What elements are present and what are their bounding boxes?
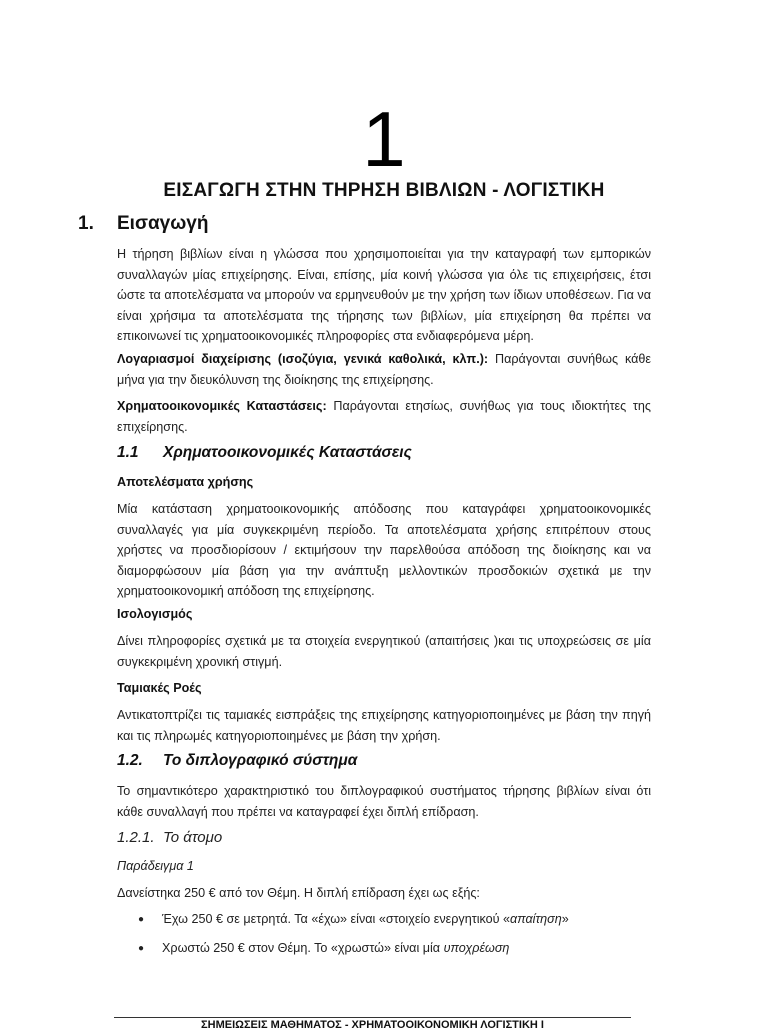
subsection-title: Το άτομο xyxy=(163,829,223,846)
bullet-italic: απαίτηση xyxy=(510,912,562,926)
subsection-heading-1-2 xyxy=(117,752,357,770)
section-heading xyxy=(78,213,208,235)
financial-statements-term: Χρηματοοικονομικές Καταστάσεις: xyxy=(117,399,327,413)
bullet-end: » xyxy=(561,912,569,926)
section-number: 1. xyxy=(78,213,94,234)
bullet-icon: ● xyxy=(138,914,145,925)
balance-sheet-heading: Ισολογισμός xyxy=(117,607,193,621)
subsection-title: Χρηματοοικονομικές Καταστάσεις xyxy=(163,444,412,461)
subsection-heading-1-2-1 xyxy=(117,829,222,846)
bullet-text: Έχω 250 € σε μετρητά. Τα «έχω» είναι «στοιχείο ενεργητικού « xyxy=(162,912,511,926)
chapter-number: 1 xyxy=(362,95,406,183)
double-entry-text: Το σημαντικότερο χαρακτηριστικό του διπλογραφικού συστήματος τήρησης βιβλίων είναι ότι κάθε συναλλαγή που πρέπει να καταγραφεί έχει διπλή επίδραση. xyxy=(117,784,651,819)
page-footer: ΣΗΜΕΙΩΣΕΙΣ ΜΑΘΗΜΑΤΟΣ - ΧΡΗΜΑΤΟΟΙΚΟΝΟΜΙΚΗ ΛΟΓΙΣΤΙΚΗ I xyxy=(201,1019,544,1031)
financial-statements-text: Παράγονται ετησίως, συνήθως για τους ιδιοκτήτες της επιχείρησης. xyxy=(117,399,651,434)
management-accounts-text: Παράγονται συνήθως κάθε μήνα για την διευκόλυνση της διοίκησης της επιχείρησης. xyxy=(117,352,651,387)
financial-statements-paragraph xyxy=(117,396,651,437)
bullet-text: Χρωστώ 250 € στον Θέμη. Το «χρωστώ» είναι μία xyxy=(162,941,444,955)
subsection-title: Το διπλογραφικό σύστημα xyxy=(163,752,358,769)
subsection-number: 1.1 xyxy=(117,444,139,461)
subsection-number: 1.2.1. xyxy=(117,829,155,846)
chapter-title: ΕΙΣΑΓΩΓΗ ΣΤΗΝ ΤΗΡΗΣΗ ΒΙΒΛΙΩΝ - ΛΟΓΙΣΤΙΚΗ xyxy=(163,180,605,201)
subsection-heading-1-1 xyxy=(117,444,412,462)
bullet-italic: υποχρέωση xyxy=(443,941,510,955)
bullet-item xyxy=(138,912,569,926)
section-title: Εισαγωγή xyxy=(117,213,209,234)
example-label: Παράδειγμα 1 xyxy=(117,859,194,873)
footer-divider xyxy=(114,1017,631,1018)
balance-sheet-text: Δίνει πληροφορίες σχετικά με τα στοιχεία ενεργητικού (απαιτήσεις )και τις υποχρεώσεις σε μία συγκεκριμένη χρονική στιγμή. xyxy=(117,634,651,669)
intro-paragraph: Η τήρηση βιβλίων είναι η γλώσσα που χρησιμοποιείται για την καταγραφή των εμπορικών συναλλαγών μίας επιχείρησης. Είναι, επίσης, μία κοινή γλώσσα για όλε τις επιχειρήσεις, έτσι ώστε τα αποτελέσματα να μπορούν να ερμηνευθούν με την χρήση των ίδιων υποθέσεων. Για να είναι χρήσιμα τα αποτελέσματα της τήρησης των βιβλίων, μία επιχείρηση θα πρέπει να επικοινωνεί τις χρηματοοικονομικές πληροφορίες στα ενδιαφερόμενα μέρη. xyxy=(117,247,651,343)
bullet-icon: ● xyxy=(138,943,145,954)
bullet-item xyxy=(138,941,509,955)
cash-flow-text: Αντικατοπτρίζει τις ταμιακές εισπράξεις της επιχείρησης κατηγοριοποιημένες με βάση την πηγή και τις πληρωμές κατηγοριοποιημένες με βάση την χρήση. xyxy=(117,708,651,743)
income-statement-text: Μία κατάσταση χρηματοοικονομικής απόδοσης που καταγράφει χρηματοοικονομικές συναλλαγές για μία συγκεκριμένη περίοδο. Τα αποτελέσματα χρήσης επιτρέπουν στους χρήστες να προσδιορίσουν / εκτιμήσουν την παρελθούσα απόδοση της διοίκησης και να διαμορφώσουν μία βάση για την ανάπτυξη μελλοντικών προσδοκιών σχετικά με την χρηματοοικονομική απόδοση της επιχείρησης. xyxy=(117,502,651,598)
income-statement-heading: Αποτελέσματα χρήσης xyxy=(117,475,254,489)
subsection-number: 1.2. xyxy=(117,752,143,769)
management-accounts-paragraph xyxy=(117,349,651,390)
example-text: Δανείστηκα 250 € από τον Θέμη. Η διπλή επίδραση έχει ως εξής: xyxy=(117,886,480,900)
cash-flow-heading: Ταμιακές Ροές xyxy=(117,681,202,695)
management-accounts-term: Λογαριασμοί διαχείρισης (ισοζύγια, γενικά καθολικά, κλπ.): xyxy=(117,352,489,366)
